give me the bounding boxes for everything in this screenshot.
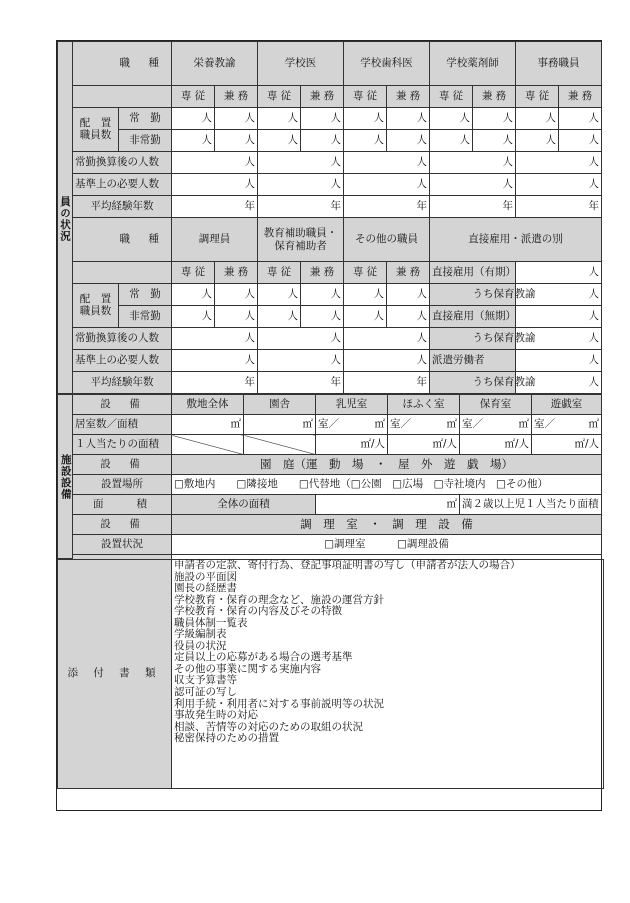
required-count-field[interactable]: 人 — [344, 174, 430, 196]
staff-count-field[interactable]: 人 — [387, 306, 430, 328]
staff-count-field[interactable]: 人 — [344, 130, 387, 152]
staff-count-field[interactable]: 人 — [516, 130, 559, 152]
attachment-item: 秘密保持のための措置 — [174, 732, 279, 745]
part-time-header: 兼 務 — [301, 262, 344, 284]
staff-count-field[interactable]: 人 — [301, 130, 344, 152]
regular-label: 常 勤 — [119, 284, 172, 306]
status-options[interactable]: □調理室 □調理設備 — [172, 535, 602, 555]
staff-count-field[interactable]: 人 — [559, 108, 602, 130]
room-header: 園舎 — [244, 395, 316, 415]
teacher-count-field[interactable]: 人 — [516, 372, 602, 394]
experience-field[interactable]: 年 — [258, 372, 344, 394]
per-person-area-field[interactable]: ㎡/人 — [388, 435, 460, 455]
staff-count-field[interactable]: 人 — [172, 130, 215, 152]
area-field[interactable]: ㎡ — [172, 415, 244, 435]
required-count-field[interactable]: 人 — [258, 174, 344, 196]
job-header: 学校医 — [258, 42, 344, 86]
status-label: 設置状況 — [73, 535, 172, 555]
staff-count-field[interactable]: 人 — [258, 306, 301, 328]
converted-count-field[interactable]: 人 — [430, 152, 516, 174]
staff-count-field[interactable]: 人 — [301, 306, 344, 328]
regular-label: 常 勤 — [119, 108, 172, 130]
area-label: 面 積 — [73, 495, 172, 515]
full-time-header: 専 従 — [258, 86, 301, 108]
staff-count-field[interactable]: 人 — [344, 306, 387, 328]
staff-count-field[interactable]: 人 — [301, 284, 344, 306]
attachment-item: 事故発生時の対応 — [174, 709, 258, 722]
employment-type-header: 直接雇用・派遣の別 — [430, 218, 602, 262]
area-field[interactable]: ㎡ — [244, 415, 316, 435]
nonregular-label: 非常勤 — [119, 130, 172, 152]
room-header: 保育室 — [460, 395, 532, 415]
attachment-item: 相談、苦情等の対応のための取組の状況 — [174, 720, 363, 733]
room-area-field[interactable] — [460, 415, 532, 435]
staff-count-field[interactable]: 人 — [172, 306, 215, 328]
staff-count-field[interactable]: 人 — [215, 306, 258, 328]
attachment-item: 学校教育・保育の内容及びその特徴 — [174, 605, 342, 618]
staff-count-field[interactable]: 人 — [258, 108, 301, 130]
garden-title: 園 庭（運 動 場 ・ 屋 外 遊 戯 場） — [172, 455, 602, 475]
application-form-sheet — [56, 40, 602, 811]
staff-count-field[interactable]: 人 — [172, 108, 215, 130]
room-count-unit: 室／ — [318, 417, 339, 430]
converted-count-field[interactable]: 人 — [172, 152, 258, 174]
job-header: 調理員 — [172, 218, 258, 262]
direct-unfixed-field[interactable]: 人 — [516, 306, 602, 328]
divider-cell — [73, 555, 172, 559]
room-count-unit: 室／ — [390, 417, 411, 430]
indent-spacer — [430, 328, 473, 350]
converted-count-field[interactable]: 人 — [258, 152, 344, 174]
room-area-field[interactable] — [316, 415, 388, 435]
required-count-field[interactable]: 人 — [258, 350, 344, 372]
attachments-table — [57, 559, 604, 789]
placement-label: 配 置 職員数 — [73, 108, 119, 152]
location-label: 設置場所 — [73, 475, 172, 495]
experience-field[interactable]: 年 — [172, 196, 258, 218]
attachments-list — [172, 560, 604, 789]
converted-count-field[interactable]: 人 — [344, 152, 430, 174]
dispatched-field[interactable]: 人 — [516, 350, 602, 372]
staff-count-field[interactable]: 人 — [430, 130, 473, 152]
part-time-header: 兼 務 — [301, 86, 344, 108]
experience-field[interactable]: 年 — [344, 196, 430, 218]
required-count-field[interactable]: 人 — [344, 350, 430, 372]
converted-count-field[interactable]: 人 — [258, 328, 344, 350]
converted-count-field[interactable]: 人 — [516, 152, 602, 174]
total-area-label: 全体の面積 — [172, 495, 316, 515]
experience-field[interactable]: 年 — [516, 196, 602, 218]
indent-spacer — [430, 372, 473, 394]
experience-field[interactable]: 年 — [344, 372, 430, 394]
job-type-label: 職 種 — [73, 42, 172, 86]
staff-count-field[interactable]: 人 — [559, 130, 602, 152]
full-time-header: 専 従 — [258, 262, 301, 284]
job-header: 学校歯科医 — [344, 42, 430, 86]
direct-fixed-field[interactable]: 人 — [516, 262, 602, 284]
room-header: 遊戯室 — [532, 395, 602, 415]
converted-count-field[interactable]: 人 — [172, 328, 258, 350]
room-count-unit: 室／ — [462, 417, 483, 430]
staff-count-field[interactable]: 人 — [215, 108, 258, 130]
part-time-header: 兼 務 — [387, 86, 430, 108]
staff-count-field[interactable]: 人 — [387, 130, 430, 152]
full-time-header: 専 従 — [516, 86, 559, 108]
part-time-header: 兼 務 — [215, 262, 258, 284]
teacher-label: うち保育教諭 — [473, 328, 516, 350]
attachment-item: 認可証の写し — [174, 686, 237, 699]
placement-label: 配 置 職員数 — [73, 284, 119, 328]
not-applicable-cell — [172, 435, 244, 455]
experience-label: 平均経験年数 — [73, 196, 172, 218]
room-area-field[interactable] — [388, 415, 460, 435]
staff-count-field[interactable]: 人 — [387, 108, 430, 130]
staff-count-field[interactable]: 人 — [258, 284, 301, 306]
area-unit: ㎡ — [518, 417, 529, 430]
part-time-header: 兼 務 — [215, 86, 258, 108]
total-area-field[interactable]: ㎡ — [316, 495, 460, 515]
attachment-item: その他の事業に関する実施内容 — [174, 662, 321, 675]
required-count-field[interactable]: 人 — [172, 174, 258, 196]
required-count-field[interactable]: 人 — [516, 174, 602, 196]
attachments-label: 添 付 書 類 — [58, 560, 172, 789]
room-header: ほふく室 — [388, 395, 460, 415]
full-time-header: 専 従 — [344, 262, 387, 284]
rooms-area-label: 居室数／面積 — [73, 415, 172, 435]
full-time-header: 専 従 — [430, 86, 473, 108]
converted-count-field[interactable]: 人 — [344, 328, 430, 350]
not-applicable-cell — [244, 435, 316, 455]
staff-count-field[interactable]: 人 — [258, 130, 301, 152]
attachment-item: 施設の平面図 — [174, 570, 237, 583]
attachment-item: 申請者の定款、寄付行為、登記事項証明書の写し（申請者が法人の場合） — [174, 559, 521, 571]
experience-field[interactable]: 年 — [430, 196, 516, 218]
blank-header — [73, 262, 172, 284]
experience-field[interactable]: 年 — [172, 372, 258, 394]
attachment-item: 園長の経歴書 — [174, 582, 237, 595]
attachment-item: 職員体制一覧表 — [174, 616, 248, 629]
job-header: 教育補助職員・保育補助者 — [258, 218, 344, 262]
staff-status-table — [57, 41, 602, 394]
attachment-item: 収支予算書等 — [174, 674, 237, 687]
per-person-label: １人当たりの面積 — [73, 435, 172, 455]
room-header: 乳児室 — [316, 395, 388, 415]
equipment-label: 設 備 — [73, 515, 172, 535]
per-person-area-field[interactable]: ㎡/人 — [532, 435, 602, 455]
equipment-label: 設 備 — [73, 395, 172, 415]
staff-count-field[interactable]: 人 — [473, 108, 516, 130]
staff-count-field[interactable]: 人 — [301, 108, 344, 130]
required-label: 基準上の必要人数 — [73, 350, 172, 372]
teacher-label: うち保育教諭 — [473, 284, 516, 306]
per-person-area-field[interactable]: ㎡/人 — [460, 435, 532, 455]
staff-count-field[interactable]: 人 — [344, 284, 387, 306]
facility-table — [57, 394, 602, 559]
equipment-label: 設 備 — [73, 455, 172, 475]
per-person-area-field[interactable]: ㎡/人 — [316, 435, 388, 455]
staff-count-field[interactable]: 人 — [430, 108, 473, 130]
required-label: 基準上の必要人数 — [73, 174, 172, 196]
location-options[interactable]: □敷地内 □隣接地 □代替地（□公園 □広場 □寺社境内 □その他） — [172, 475, 602, 495]
job-type-label: 職 種 — [73, 218, 172, 262]
full-time-header: 専 従 — [172, 86, 215, 108]
per-child-area-label: 満２歳以上児１人当たり面積 — [460, 495, 602, 515]
direct-unfixed-label: 直接雇用（無期） — [430, 306, 516, 328]
room-header: 敷地全体 — [172, 395, 244, 415]
experience-label: 平均経験年数 — [73, 372, 172, 394]
teacher-count-field[interactable]: 人 — [516, 328, 602, 350]
room-area-field[interactable] — [532, 415, 602, 435]
blank-header — [73, 86, 172, 108]
attachment-item: 学級編制表 — [174, 628, 227, 641]
required-count-field[interactable]: 人 — [172, 350, 258, 372]
staff-count-field[interactable]: 人 — [387, 284, 430, 306]
job-header: その他の職員 — [344, 218, 430, 262]
teacher-label: うち保育教諭 — [473, 372, 516, 394]
part-time-header: 兼 務 — [387, 262, 430, 284]
indent-spacer — [430, 284, 473, 306]
experience-field[interactable]: 年 — [258, 196, 344, 218]
attachment-item: 利用手続・利用者に対する事前説明等の状況 — [174, 697, 384, 710]
full-time-header: 専 従 — [172, 262, 215, 284]
attachment-item: 定員以上の応募がある場合の選考基準 — [174, 651, 353, 664]
teacher-count-field[interactable]: 人 — [516, 284, 602, 306]
staff-section-label: 員の状況 — [58, 42, 73, 394]
attachment-item: 学校教育・保育の理念など、施設の運営方針 — [174, 593, 384, 606]
facility-section-label: 施設設備 — [58, 395, 73, 559]
part-time-header: 兼 務 — [473, 86, 516, 108]
staff-count-field[interactable]: 人 — [516, 108, 559, 130]
converted-label: 常勤換算後の人数 — [73, 328, 172, 350]
area-unit: ㎡ — [374, 417, 385, 430]
required-count-field[interactable]: 人 — [430, 174, 516, 196]
staff-count-field[interactable]: 人 — [172, 284, 215, 306]
dispatched-label: 派遣労働者 — [430, 350, 516, 372]
divider-cell — [172, 555, 602, 559]
staff-count-field[interactable]: 人 — [473, 130, 516, 152]
job-header: 事務職員 — [516, 42, 602, 86]
nonregular-label: 非常勤 — [119, 306, 172, 328]
converted-label: 常勤換算後の人数 — [73, 152, 172, 174]
kitchen-title: 調 理 室 ・ 調 理 設 備 — [172, 515, 602, 535]
job-header: 栄養教諭 — [172, 42, 258, 86]
staff-count-field[interactable]: 人 — [215, 130, 258, 152]
area-unit: ㎡ — [588, 417, 599, 430]
room-count-unit: 室／ — [534, 417, 555, 430]
direct-fixed-label: 直接雇用（有期） — [430, 262, 516, 284]
attachment-item: 役員の状況 — [174, 639, 227, 652]
full-time-header: 専 従 — [344, 86, 387, 108]
job-header: 学校薬剤師 — [430, 42, 516, 86]
staff-count-field[interactable]: 人 — [344, 108, 387, 130]
part-time-header: 兼 務 — [559, 86, 602, 108]
area-unit: ㎡ — [446, 417, 457, 430]
staff-count-field[interactable]: 人 — [215, 284, 258, 306]
